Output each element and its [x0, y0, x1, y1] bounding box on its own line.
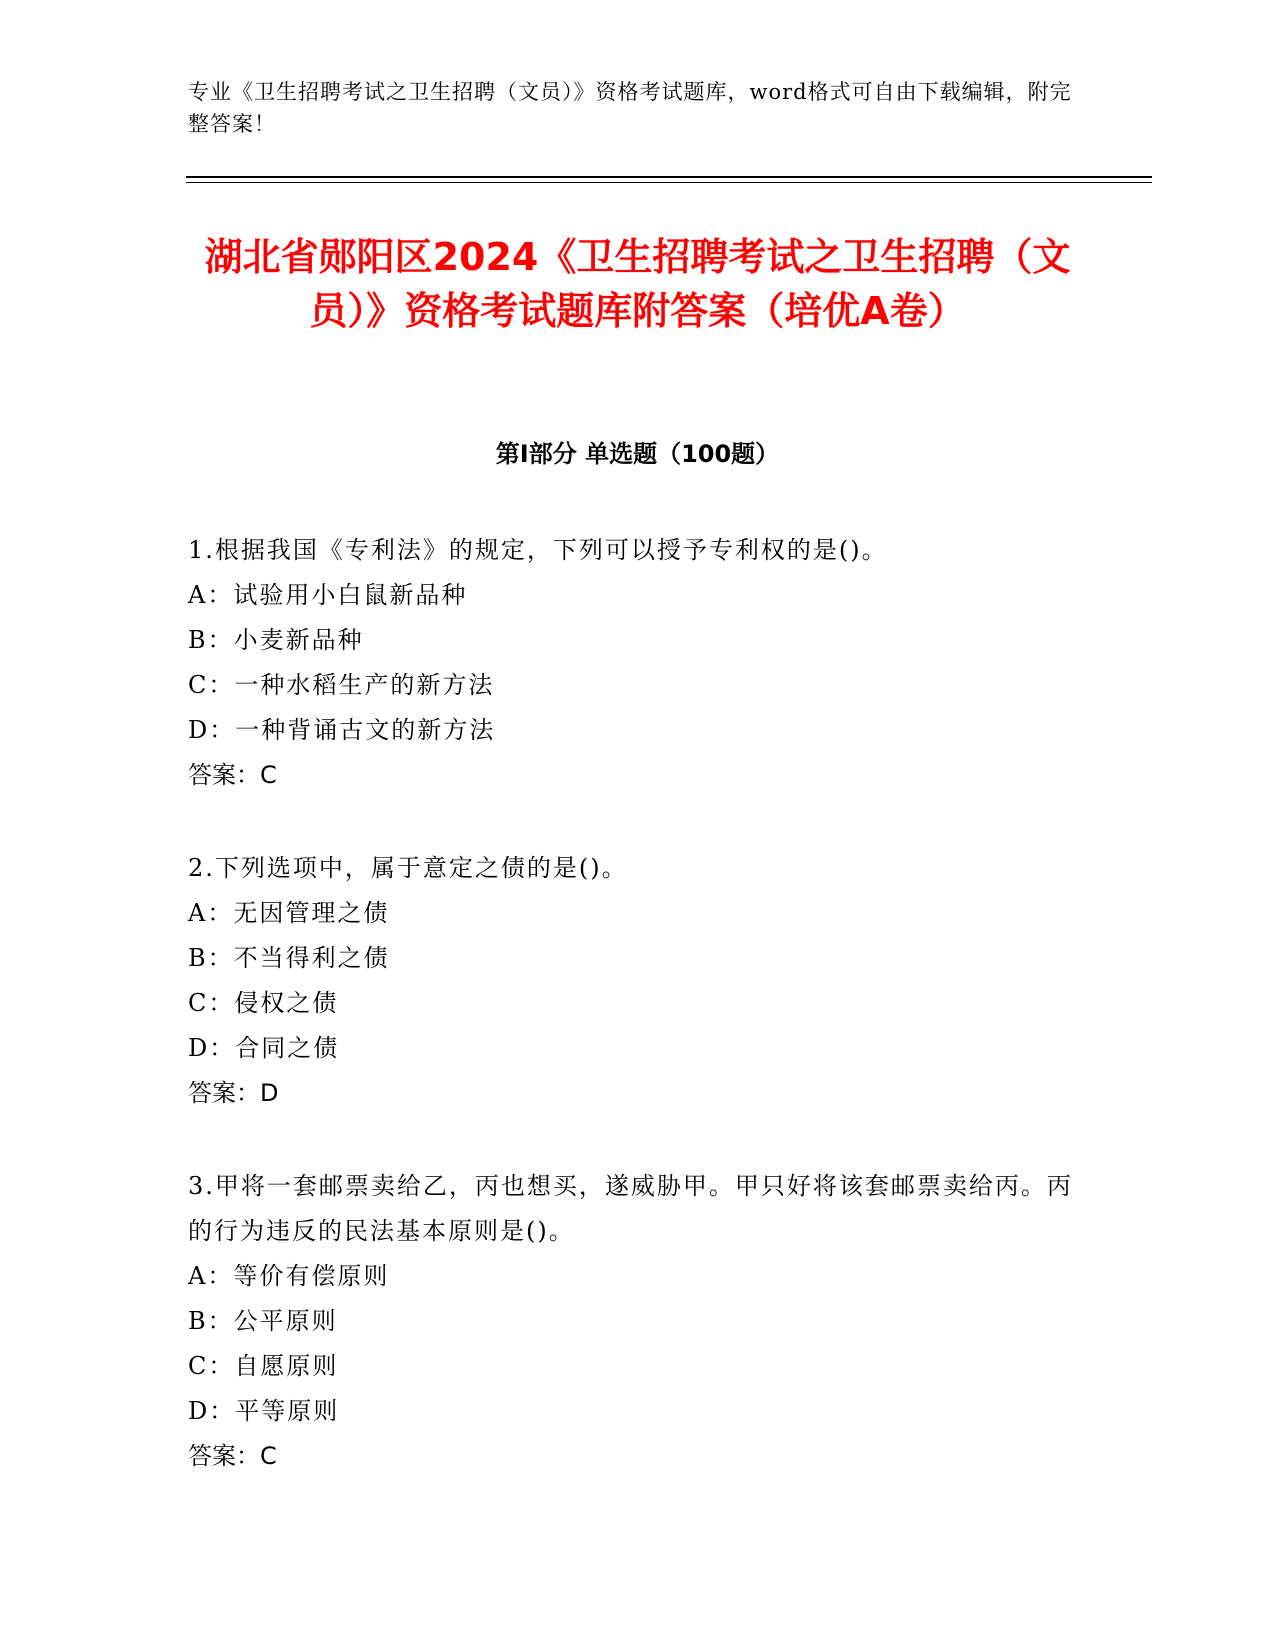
- option-a: A：无因管理之债: [188, 899, 390, 927]
- option-b: B：公平原则: [188, 1307, 338, 1335]
- option-c: C：侵权之债: [188, 989, 339, 1017]
- answer-line: 答案：D: [188, 1079, 279, 1107]
- section-heading: 第I部分 单选题（100题）: [495, 440, 780, 468]
- option-a: A：等价有偿原则: [188, 1262, 390, 1290]
- answer-line: 答案：C: [188, 1442, 277, 1470]
- document-title: 湖北省郧阳区2024《卫生招聘考试之卫生招聘（文员）》资格考试题库附答案（培优A卷）: [204, 235, 1071, 333]
- header-divider-thin: [186, 182, 1152, 183]
- option-d: D：平等原则: [188, 1397, 340, 1425]
- question-3: [188, 1164, 1088, 1479]
- question-1: [188, 528, 1088, 798]
- answer-line: 答案：C: [188, 761, 277, 789]
- option-d: D：合同之债: [188, 1034, 340, 1062]
- question-stem: 2.下列选项中，属于意定之债的是()。: [188, 854, 628, 882]
- option-a: A：试验用小白鼠新品种: [188, 581, 468, 609]
- option-b: B：不当得利之债: [188, 944, 390, 972]
- question-stem: 3.甲将一套邮票卖给乙，丙也想买，遂威胁甲。甲只好将该套邮票卖给丙。丙的行为违反的民法基本原则是()。: [188, 1172, 1073, 1245]
- option-c: C：一种水稻生产的新方法: [188, 671, 495, 699]
- header-divider-thick: [186, 176, 1152, 178]
- option-c: C：自愿原则: [188, 1352, 339, 1380]
- option-d: D：一种背诵古文的新方法: [188, 716, 496, 744]
- option-b: B：小麦新品种: [188, 626, 364, 654]
- page-header-note: 专业《卫生招聘考试之卫生招聘（文员）》资格考试题库，word格式可自由下载编辑，附完整答案！: [188, 80, 1072, 136]
- question-stem: 1.根据我国《专利法》的规定，下列可以授予专利权的是()。: [188, 536, 888, 564]
- question-2: [188, 846, 1088, 1116]
